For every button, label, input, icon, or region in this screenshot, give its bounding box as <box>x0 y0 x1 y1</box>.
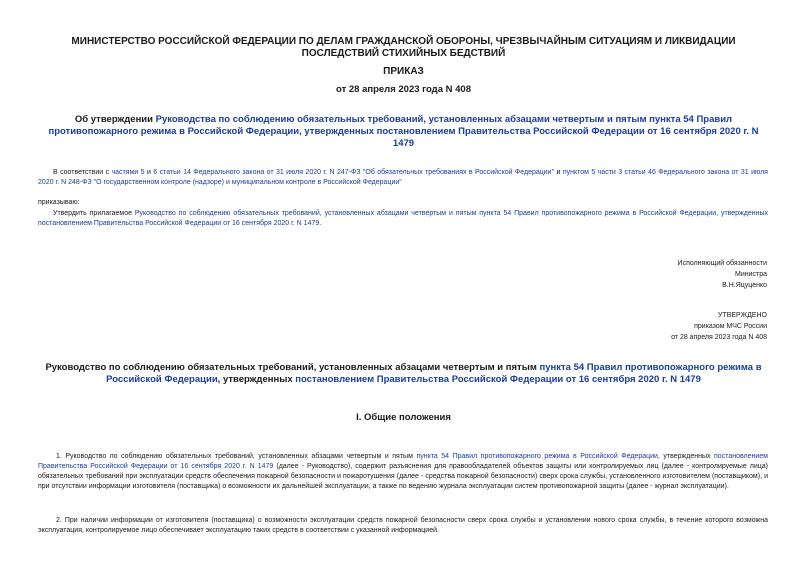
order-date: от 28 апреля 2023 года N 408 <box>336 84 471 95</box>
order-title-prefix: Об утверждении <box>74 114 156 125</box>
p1-link-resolution[interactable]: постановлением Правительства Российской Федерации от 16 сентября 2020 г. N 1479 <box>38 453 768 470</box>
basis-text-3: и <box>554 169 563 176</box>
approve-guide-link[interactable]: Руководство по соблюдению обязательных требований, установленных абзацами четвертым и пятым пункта 54 Правил противопожарного режима в Российской Федерации, утвержденных постановлением Правительства Российской Федерации от 16 сентября 2020 г. N 1479 <box>38 210 768 227</box>
signature-title: Министра <box>734 271 767 278</box>
paragraph-2: 2. При наличии информации от изготовителя (поставщика) о возможности эксплуатации средств пожарной безопасности сверх срока службы и установлении нового срока службы, в течение которого возможна эксплуатация, контролируемое лицо обеспечивает эксплуатацию таких средств в соответствии с указанной информацией. <box>38 517 768 534</box>
guide-title-text-2: , утвержденных <box>217 374 296 385</box>
order-title <box>40 114 767 150</box>
signature-block <box>678 258 767 291</box>
guide-title <box>38 362 769 386</box>
p1-text-3: (далее - Руководство), содержит разъяснения для правообладателей объектов защиты или контролируемых лиц (далее - контролируемые лица) обязательных требований при эксплуатации средств обеспечения пожарной безопасности и пожаротушения (далее - средства пожарной безопасности) сверх срока службы, установленного изготовителем (поставщиком), и при отсутствии информации изготовителя (поставщика) о возможности их дальнейшей эксплуатации, а также по ведению журнала эксплуатации систем противопожарной защиты (далее - журнал эксплуатации). <box>38 463 769 490</box>
document-type: ПРИКАЗ <box>383 66 424 77</box>
approve-text-2: . <box>319 220 322 227</box>
basis-text-1: В соответствии с <box>53 169 112 176</box>
approved-label: УТВЕРЖДЕНО <box>717 312 767 319</box>
paragraph-1 <box>38 452 768 492</box>
legal-basis-paragraph <box>38 168 768 188</box>
p1-link-rules[interactable]: пункта 54 Правил противопожарного режима в Российской Федерации <box>416 453 658 460</box>
approve-paragraph <box>38 209 768 229</box>
section-heading: I. Общие положения <box>356 412 451 423</box>
signature-name: В.Н.Яцуценко <box>722 282 767 289</box>
guide-title-link-rules[interactable]: пункта 54 Правил противопожарного режима в Российской Федерации <box>106 362 762 385</box>
approved-date: от 28 апреля 2023 года N 408 <box>671 334 767 341</box>
guide-title-text-1: Руководство по соблюдению обязательных требований, установленных абзацами четвертым и пятым <box>45 362 540 373</box>
p1-text-2: , утвержденных <box>657 453 715 460</box>
ministry-header: МИНИСТЕРСТВО РОССИЙСКОЙ ФЕДЕРАЦИИ ПО ДЕЛАМ ГРАЖДАНСКОЙ ОБОРОНЫ, ЧРЕЗВЫЧАЙНЫМ СИТУАЦИЯМ И ЛИКВИДАЦИИ ПОСЛЕДСТВИЙ СТИХИЙНЫХ БЕДСТВИЙ <box>71 36 736 59</box>
basis-link-law-248[interactable]: пунктом 5 части 3 статьи 46 Федерального закона от 31 июля 2020 г. N 248-ФЗ "О государственном контроле (надзоре) и муниципальном контроле в Российской Федерации" <box>38 169 768 186</box>
approval-stamp-block <box>671 310 767 343</box>
p1-text-1: 1. Руководство по соблюдению обязательных требований, установленных абзацами четвертым и пятым <box>56 453 417 460</box>
basis-link-law-247[interactable]: 6 статьи 14 Федерального закона от 31 июля 2020 г. N 247-ФЗ "Об обязательных требованиях в Российской Федерации" <box>153 169 555 176</box>
approved-by: приказом МЧС России <box>694 323 767 330</box>
order-word: приказываю: <box>38 199 80 206</box>
basis-link-parts-5[interactable]: частями 5 <box>111 169 145 176</box>
order-title-link[interactable]: Руководства по соблюдению обязательных требований, установленных абзацами четвертым и пятым пункта 54 Правил противопожарного режима в Российской Федерации, утвержденных постановлением Правительства Российской Федерации от 16 сентября 2020 г. N 1479 <box>48 114 759 149</box>
approve-text-1: Утвердить прилагаемое <box>53 210 135 217</box>
guide-title-link-resolution[interactable]: постановлением Правительства Российской Федерации от 16 сентября 2020 г. N 1479 <box>295 374 701 385</box>
basis-text-2: и <box>144 169 154 176</box>
signature-position: Исполняющий обязанности <box>677 260 767 267</box>
